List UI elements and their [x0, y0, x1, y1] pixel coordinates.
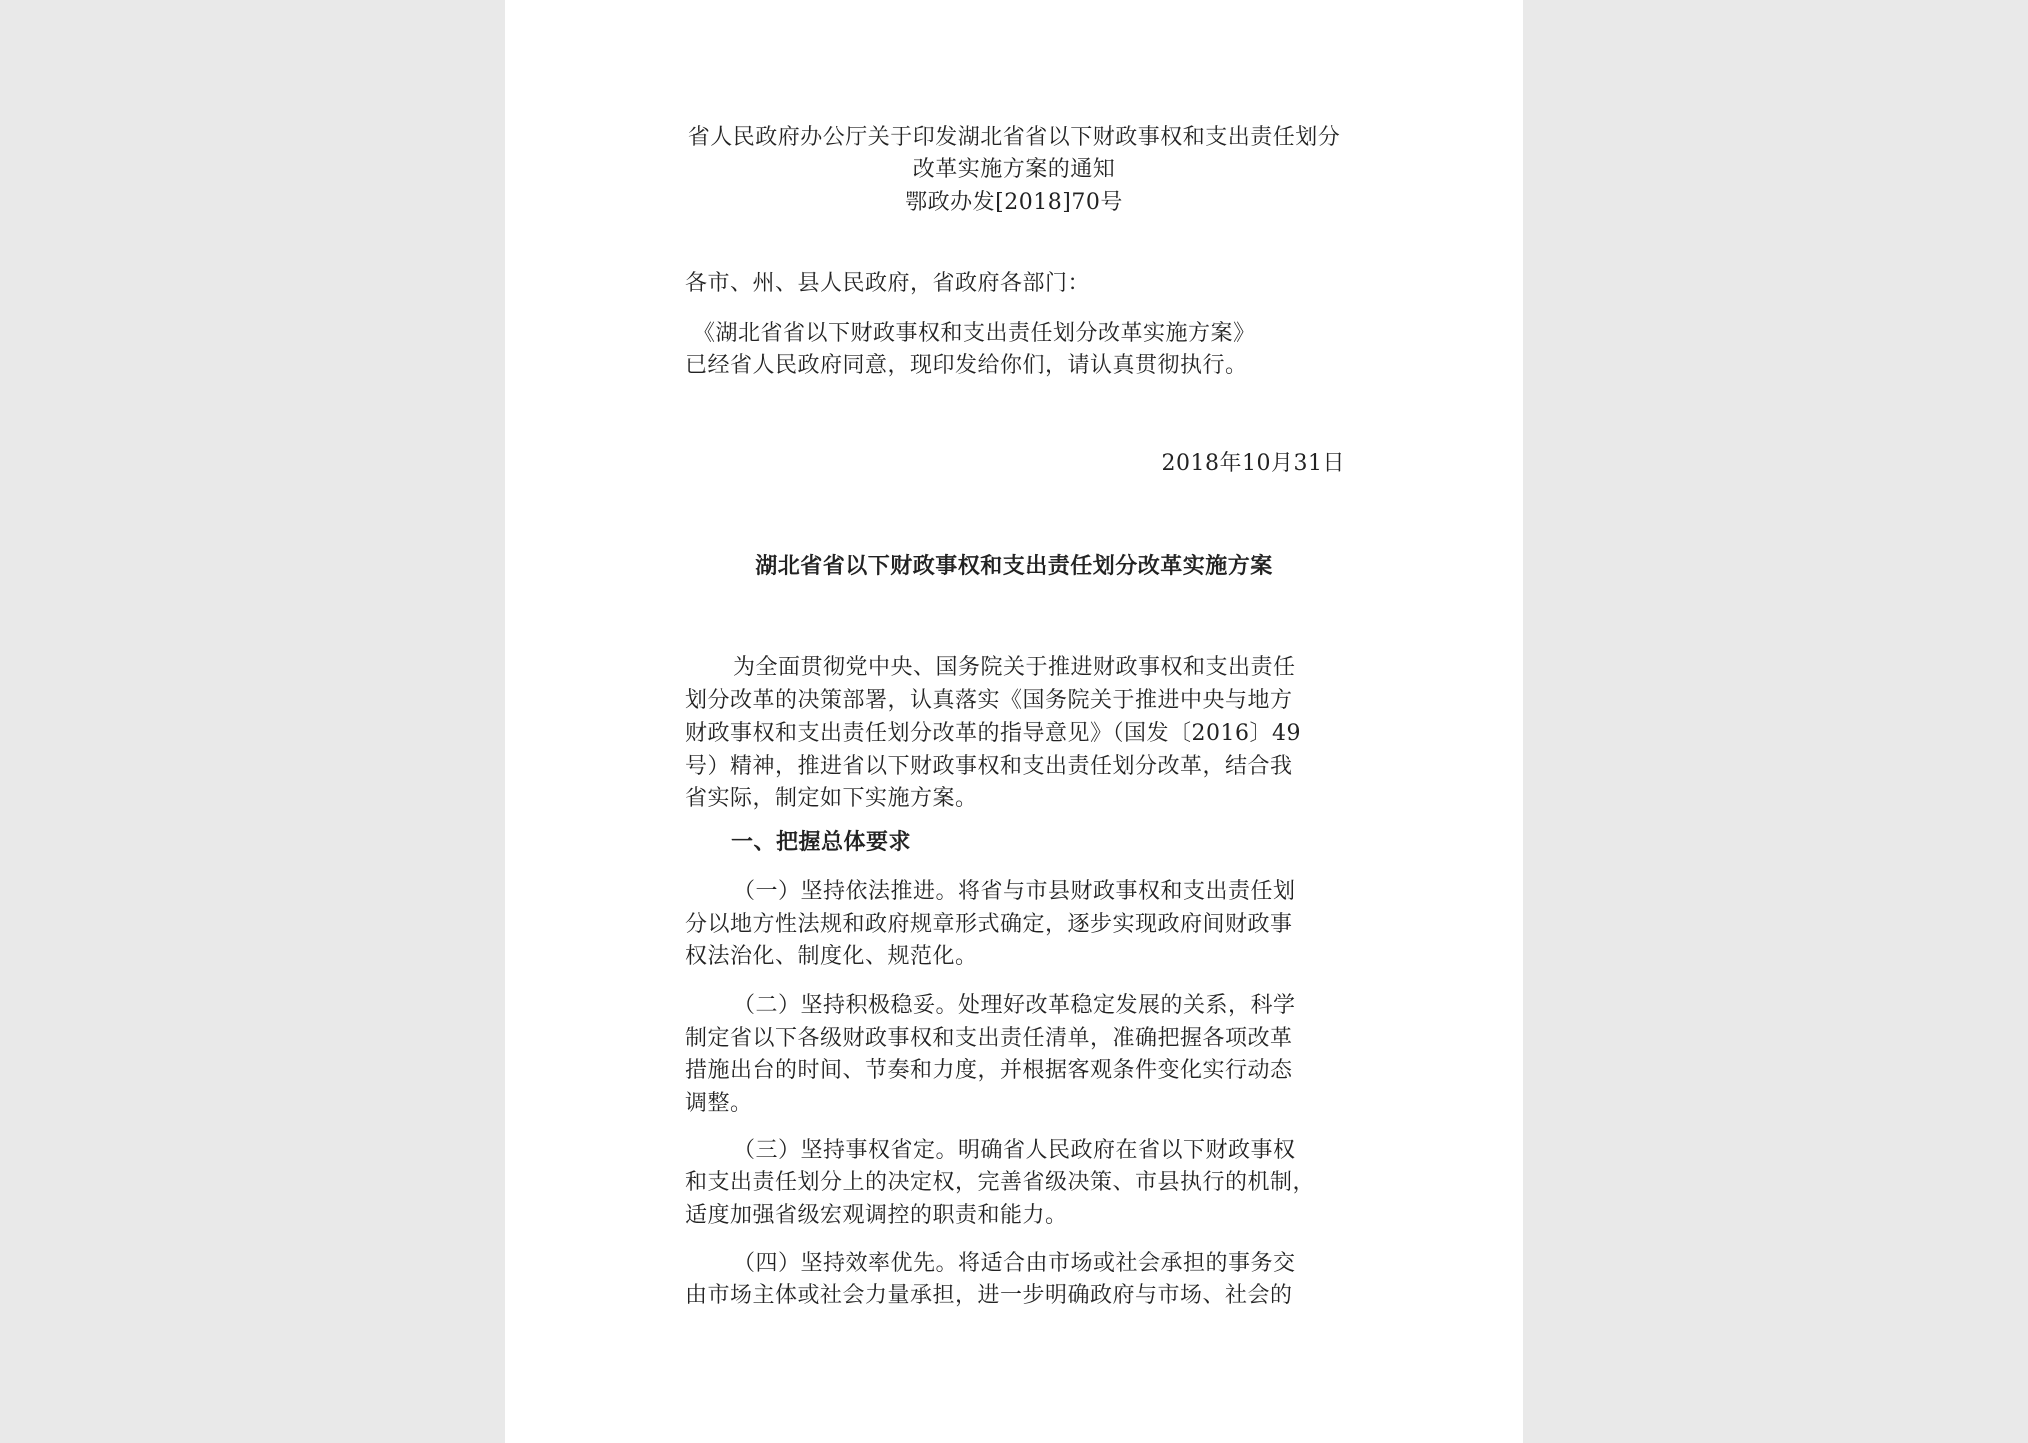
- item-1-line: 权法治化、制度化、规范化。: [685, 944, 978, 969]
- document-number: 鄂政办发[2018]70号: [905, 190, 1123, 215]
- item-2-line: 措施出台的时间、节奏和力度，并根据客观条件变化实行动态: [685, 1058, 1293, 1083]
- notice-body-line-2: 已经省人民政府同意，现印发给你们，请认真贯彻执行。: [685, 353, 1248, 378]
- document-page[interactable]: [505, 0, 1523, 1443]
- item-1-line: 分以地方性法规和政府规章形式确定，逐步实现政府间财政事: [685, 912, 1293, 937]
- section-heading: 一、把握总体要求: [731, 829, 912, 855]
- item-4-line: 由市场主体或社会力量承担，进一步明确政府与市场、社会的: [685, 1283, 1293, 1308]
- salutation: 各市、州、县人民政府，省政府各部门：: [685, 271, 1091, 296]
- item-2-line: （二）坚持积极稳妥。处理好改革稳定发展的关系，科学: [733, 993, 1296, 1018]
- item-3-line: 适度加强省级宏观调控的职责和能力。: [685, 1203, 1068, 1228]
- item-2-line: 调整。: [685, 1091, 753, 1116]
- intro-line: 为全面贯彻党中央、国务院关于推进财政事权和支出责任: [733, 655, 1296, 680]
- plan-title: 湖北省省以下财政事权和支出责任划分改革实施方案: [755, 553, 1273, 579]
- item-3-line: 和支出责任划分上的决定权，完善省级决策、市县执行的机制，: [685, 1170, 1316, 1195]
- item-2-line: 制定省以下各级财政事权和支出责任清单，准确把握各项改革: [685, 1026, 1293, 1051]
- item-4-line: （四）坚持效率优先。将适合由市场或社会承担的事务交: [733, 1251, 1296, 1276]
- notice-body-line-1: 《湖北省省以下财政事权和支出责任划分改革实施方案》: [693, 321, 1256, 346]
- notice-title-line-2: 改革实施方案的通知: [912, 157, 1116, 182]
- intro-line: 省实际，制定如下实施方案。: [685, 786, 978, 811]
- intro-line: 划分改革的决策部署，认真落实《国务院关于推进中央与地方: [685, 688, 1293, 713]
- notice-title-line-1: 省人民政府办公厅关于印发湖北省省以下财政事权和支出责任划分: [687, 125, 1341, 150]
- notice-date: 2018年10月31日: [1161, 451, 1345, 476]
- intro-line: 财政事权和支出责任划分改革的指导意见》（国发〔2016〕49: [685, 721, 1301, 746]
- item-3-line: （三）坚持事权省定。明确省人民政府在省以下财政事权: [733, 1138, 1296, 1163]
- intro-line: 号）精神，推进省以下财政事权和支出责任划分改革，结合我: [685, 754, 1293, 779]
- item-1-line: （一）坚持依法推进。将省与市县财政事权和支出责任划: [733, 879, 1296, 904]
